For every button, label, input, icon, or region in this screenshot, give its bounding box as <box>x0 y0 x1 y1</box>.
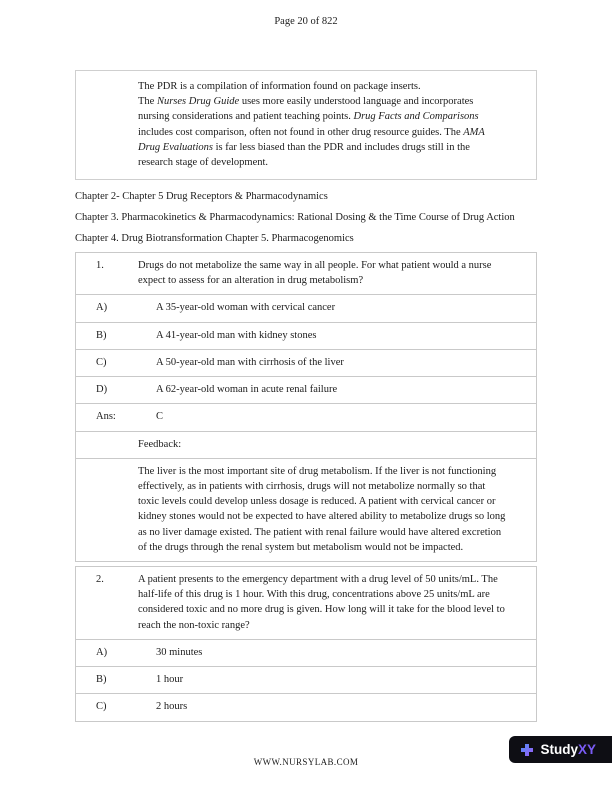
choice-text: A 62-year-old woman in acute renal failure <box>156 384 338 396</box>
choice-label: A) <box>96 302 108 314</box>
question-table-2 <box>75 566 537 722</box>
chapter-list-line2: Chapter 3. Pharmacokinetics & Pharmacodynamics: Rational Dosing & the Time Course of Drug Action Chapter 4. Drug Biotransformation Chapter 5. Pharmacogenomics <box>75 212 515 244</box>
choice-label: D) <box>96 384 108 396</box>
choice-label: B) <box>96 329 107 341</box>
feedback-text-row <box>76 459 536 561</box>
choice-row <box>76 377 536 404</box>
choice-label: B) <box>96 674 107 686</box>
choice-label: A) <box>96 646 108 658</box>
choice-row <box>76 667 536 694</box>
question-text: A patient presents to the emergency department with a drug level of 50 units/mL. The half-life of this drug is 1 hour. With this drug, concentrations above 25 units/mL are considered toxic and no more drug is given. How long will it take for the blood level to reach the non-toxic range? <box>138 574 505 631</box>
choice-row <box>76 640 536 667</box>
choice-text: 30 minutes <box>156 646 203 658</box>
feedback-text: The liver is the most important site of drug metabolism. If the liver is not functioning effectively, as in patients with cirrhosis, drugs will not metabolize normally so that toxic levels could develop unless dosage is reduced. A patient with cervical cancer or kidney stones would not be expected to have altered ability to metabolize drugs so long as no liver damage existed. The patient with renal failure would have altered excretion of the drugs through the renal system but metabolism would not be impacted. <box>138 465 506 553</box>
feedback-label: Feedback: <box>138 438 182 450</box>
question-number: 2. <box>96 574 104 585</box>
site-url-footer: WWW.NURSYLAB.COM <box>253 757 359 767</box>
choice-text: A 35-year-old woman with cervical cancer <box>156 302 336 314</box>
choice-text: A 50-year-old man with cirrhosis of the liver <box>156 356 344 368</box>
chapter-list <box>75 186 541 249</box>
choice-text: 1 hour <box>156 674 184 686</box>
question-table-1 <box>75 252 537 562</box>
brand-study-text: Study <box>540 742 578 757</box>
question-row <box>76 253 536 295</box>
info-box-line1: The PDR is a compilation of information found on package inserts. <box>138 81 421 92</box>
question-text: Drugs do not metabolize the same way in all people. For what patient would a nurse expect to assess for an alteration in drug metabolism? <box>138 260 492 287</box>
answer-value: C <box>156 411 164 423</box>
answer-label: Ans: <box>96 411 116 423</box>
choice-row <box>76 323 536 350</box>
page-number-header: Page 20 of 822 <box>274 16 338 27</box>
plus-icon <box>520 743 534 757</box>
question-number: 1. <box>96 260 104 271</box>
chapter-list-line1: Chapter 2- Chapter 5 Drug Receptors & Pharmacodynamics <box>75 191 328 202</box>
choice-label: C) <box>96 356 107 368</box>
info-box <box>75 70 537 180</box>
choice-row <box>76 350 536 377</box>
choice-row <box>76 295 536 322</box>
choice-label: C) <box>96 701 107 713</box>
choice-text: 2 hours <box>156 701 188 713</box>
choice-text: A 41-year-old man with kidney stones <box>156 329 317 341</box>
question-row <box>76 567 536 640</box>
info-box-paragraph: The Nurses Drug Guide uses more easily understood language and incorporates nursing considerations and patient teaching points. Drug Facts and Comparisons includes cost comparison, often not found in other drug resource guides. The AMA Drug Evaluations is far less biased than the PDR and includes drugs still in the research stage of development. <box>138 96 485 169</box>
feedback-label-row <box>76 432 536 459</box>
brand-xy-text: XY <box>577 742 596 757</box>
choice-row <box>76 694 536 720</box>
answer-row <box>76 404 536 431</box>
